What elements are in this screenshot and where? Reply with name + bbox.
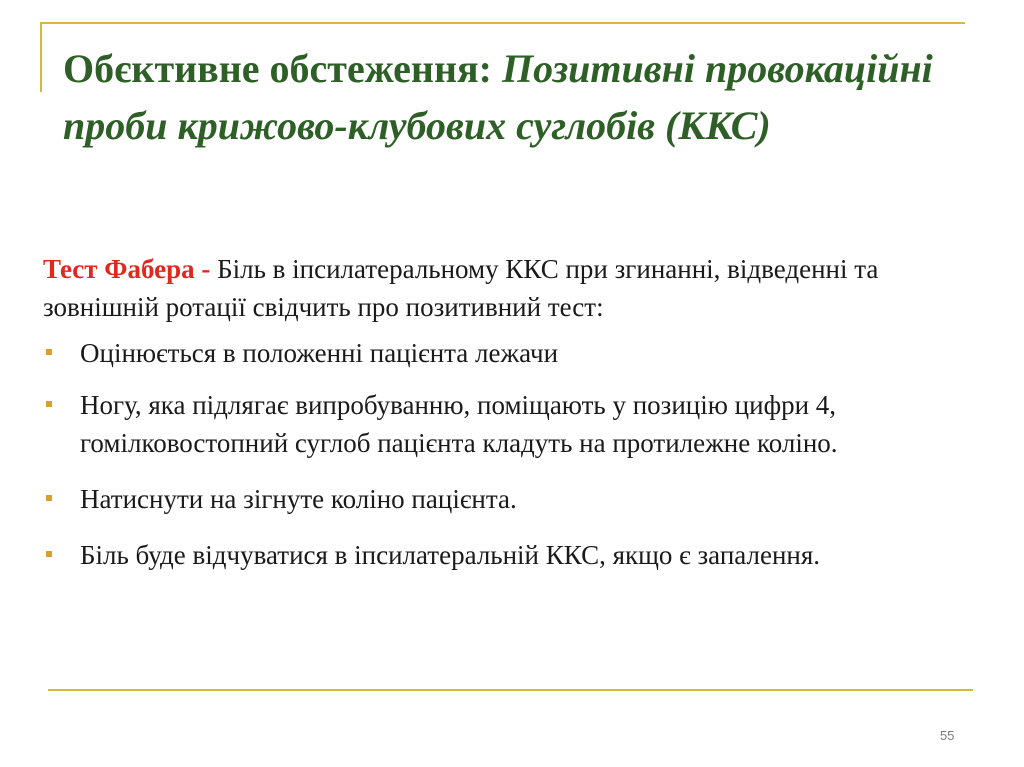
list-item [43, 334, 973, 372]
bullet-list [43, 334, 973, 574]
square-bullet-icon [46, 495, 52, 501]
list-item-text: Натиснути на зігнуте коліно пацієнта. [80, 484, 517, 514]
top-decorative-rule [40, 22, 965, 24]
test-name: Тест Фабера - [43, 254, 218, 284]
slide-title [63, 40, 983, 154]
list-item-text: Біль буде відчуватися в іпсилатеральній ККС, якщо є запалення. [80, 540, 821, 570]
list-item [43, 536, 973, 574]
page-number: 55 [940, 728, 955, 743]
bottom-decorative-rule [48, 689, 973, 691]
square-bullet-icon [46, 349, 52, 355]
square-bullet-icon [46, 401, 52, 407]
square-bullet-icon [46, 551, 52, 557]
intro-paragraph [43, 250, 973, 326]
list-item-text: Оцінюється в положенні пацієнта лежачи [80, 338, 559, 368]
title-regular: Обєктивне обстеження: [63, 46, 502, 91]
title-italic: Позитивні провокаційні проби крижово-клубових суглобів (ККС) [63, 46, 933, 148]
left-decorative-rule [40, 22, 42, 92]
list-item [43, 480, 973, 518]
intro-text: Біль в іпсилатеральному ККС при згинанні, відведенні та зовнішній ротації свідчить про позитивний тест: [43, 254, 879, 322]
slide-body [43, 250, 973, 592]
list-item-text: Ногу, яка підлягає випробуванню, поміщають у позицію цифри 4, гомілковостопний суглоб пацієнта кладуть на протилежне коліно. [80, 390, 838, 458]
list-item [43, 386, 973, 462]
